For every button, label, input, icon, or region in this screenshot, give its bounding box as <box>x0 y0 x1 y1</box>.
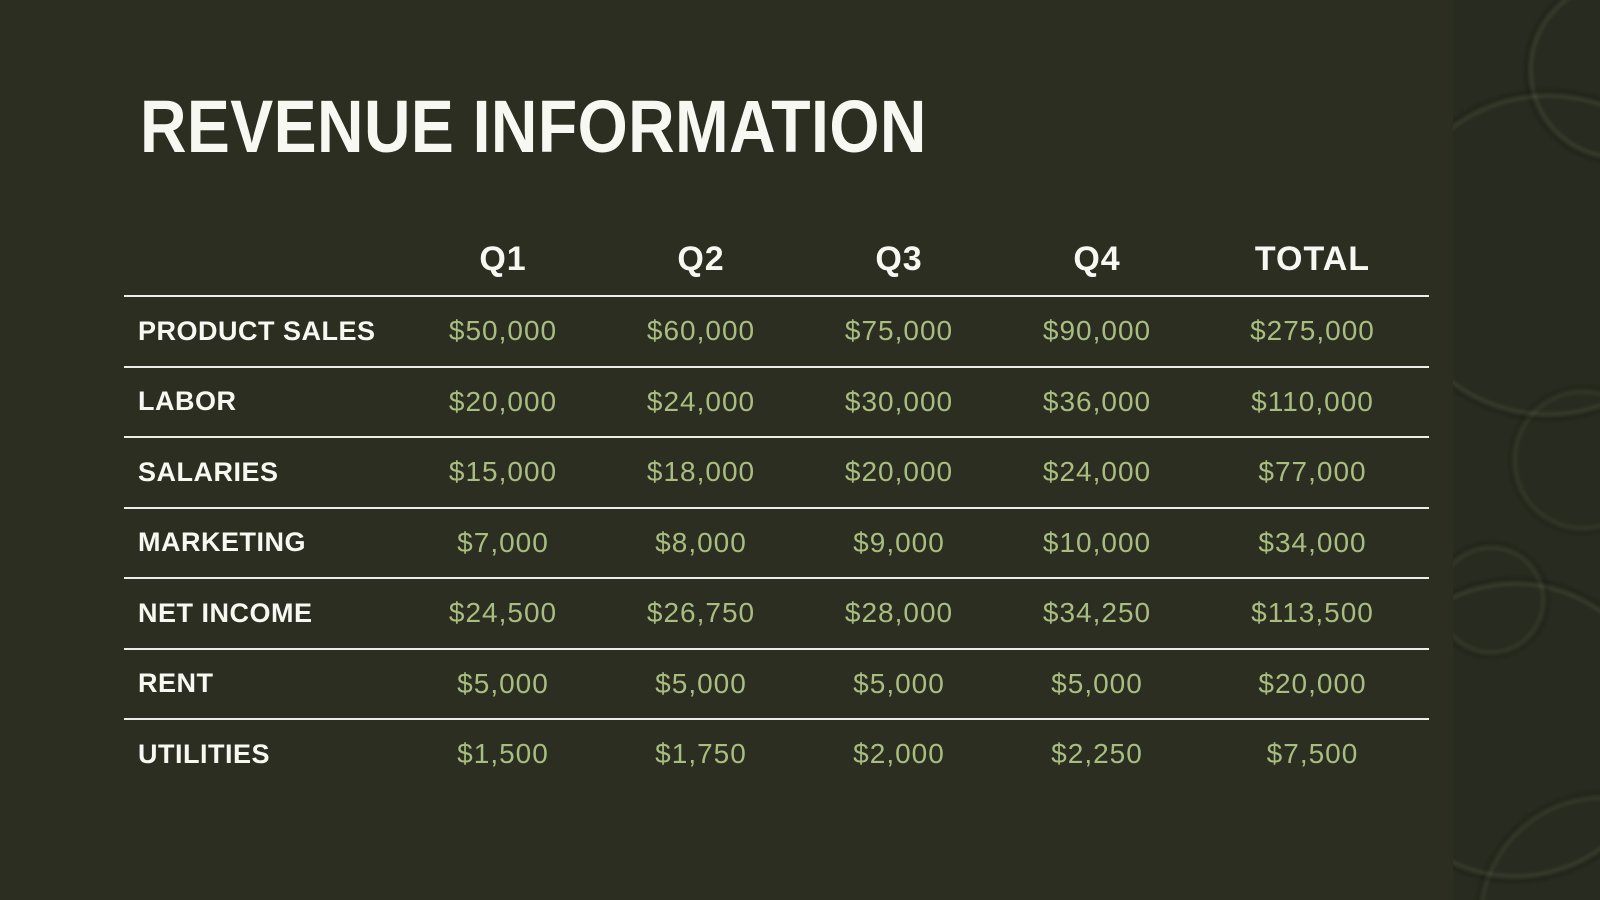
table-cell: $275,000 <box>1250 315 1375 347</box>
bubbles-texture-image <box>1453 0 1600 900</box>
table-cell: $24,000 <box>1042 456 1152 488</box>
table-cell: $75,000 <box>844 315 954 347</box>
row-label: LABOR <box>138 386 237 417</box>
table-row-marketing <box>124 507 1429 578</box>
row-label: RENT <box>138 668 214 699</box>
table-cell: $34,250 <box>1042 597 1152 629</box>
page-title: REVENUE INFORMATION <box>140 85 927 168</box>
table-cell: $1,750 <box>655 738 747 770</box>
table-cell: $90,000 <box>1042 315 1152 347</box>
table-row-product-sales <box>124 295 1429 366</box>
table-cell: $5,000 <box>655 667 747 699</box>
row-label: SALARIES <box>138 456 279 487</box>
table-row-salaries <box>124 436 1429 507</box>
column-header-total: TOTAL <box>1254 240 1371 278</box>
table-cell: $77,000 <box>1258 456 1367 488</box>
table-row-labor <box>124 366 1429 437</box>
table-cell: $24,000 <box>646 385 756 417</box>
table-cell: $36,000 <box>1042 385 1152 417</box>
table-cell: $7,000 <box>457 526 549 558</box>
table-cell: $7,500 <box>1266 738 1359 770</box>
table-cell: $26,750 <box>646 597 756 629</box>
table-cell: $2,000 <box>853 738 945 770</box>
column-header-q1: Q1 <box>479 240 527 278</box>
column-header-q3: Q3 <box>875 240 923 278</box>
table-cell: $30,000 <box>844 385 954 417</box>
column-header-q2: Q2 <box>677 240 725 278</box>
row-label: PRODUCT SALES <box>138 315 376 346</box>
row-label: NET INCOME <box>138 597 313 628</box>
table-cell: $20,000 <box>448 385 558 417</box>
table-cell: $24,500 <box>448 597 558 629</box>
row-label: MARKETING <box>138 527 306 558</box>
table-row-utilities <box>124 718 1429 789</box>
table-cell: $2,250 <box>1051 738 1143 770</box>
table-row-net-income <box>124 577 1429 648</box>
table-cell: $50,000 <box>448 315 558 347</box>
table-cell: $10,000 <box>1042 526 1152 558</box>
table-cell: $110,000 <box>1251 385 1374 417</box>
table-cell: $5,000 <box>457 667 549 699</box>
table-cell: $9,000 <box>853 526 945 558</box>
table-cell: $5,000 <box>1051 667 1143 699</box>
table-cell: $8,000 <box>655 526 747 558</box>
table-cell: $28,000 <box>844 597 954 629</box>
row-label: UTILITIES <box>138 738 270 769</box>
table-cell: $5,000 <box>853 667 945 699</box>
table-cell: $1,500 <box>457 738 549 770</box>
table-header-row <box>124 224 1429 295</box>
table-cell: $60,000 <box>646 315 756 347</box>
revenue-table <box>124 224 1429 789</box>
table-cell: $20,000 <box>1258 667 1367 699</box>
table-cell: $34,000 <box>1258 526 1367 558</box>
table-cell: $18,000 <box>646 456 756 488</box>
table-cell: $15,000 <box>448 456 558 488</box>
table-cell: $113,500 <box>1251 597 1374 629</box>
column-header-q4: Q4 <box>1073 240 1121 278</box>
table-cell: $20,000 <box>844 456 954 488</box>
table-row-rent <box>124 648 1429 719</box>
